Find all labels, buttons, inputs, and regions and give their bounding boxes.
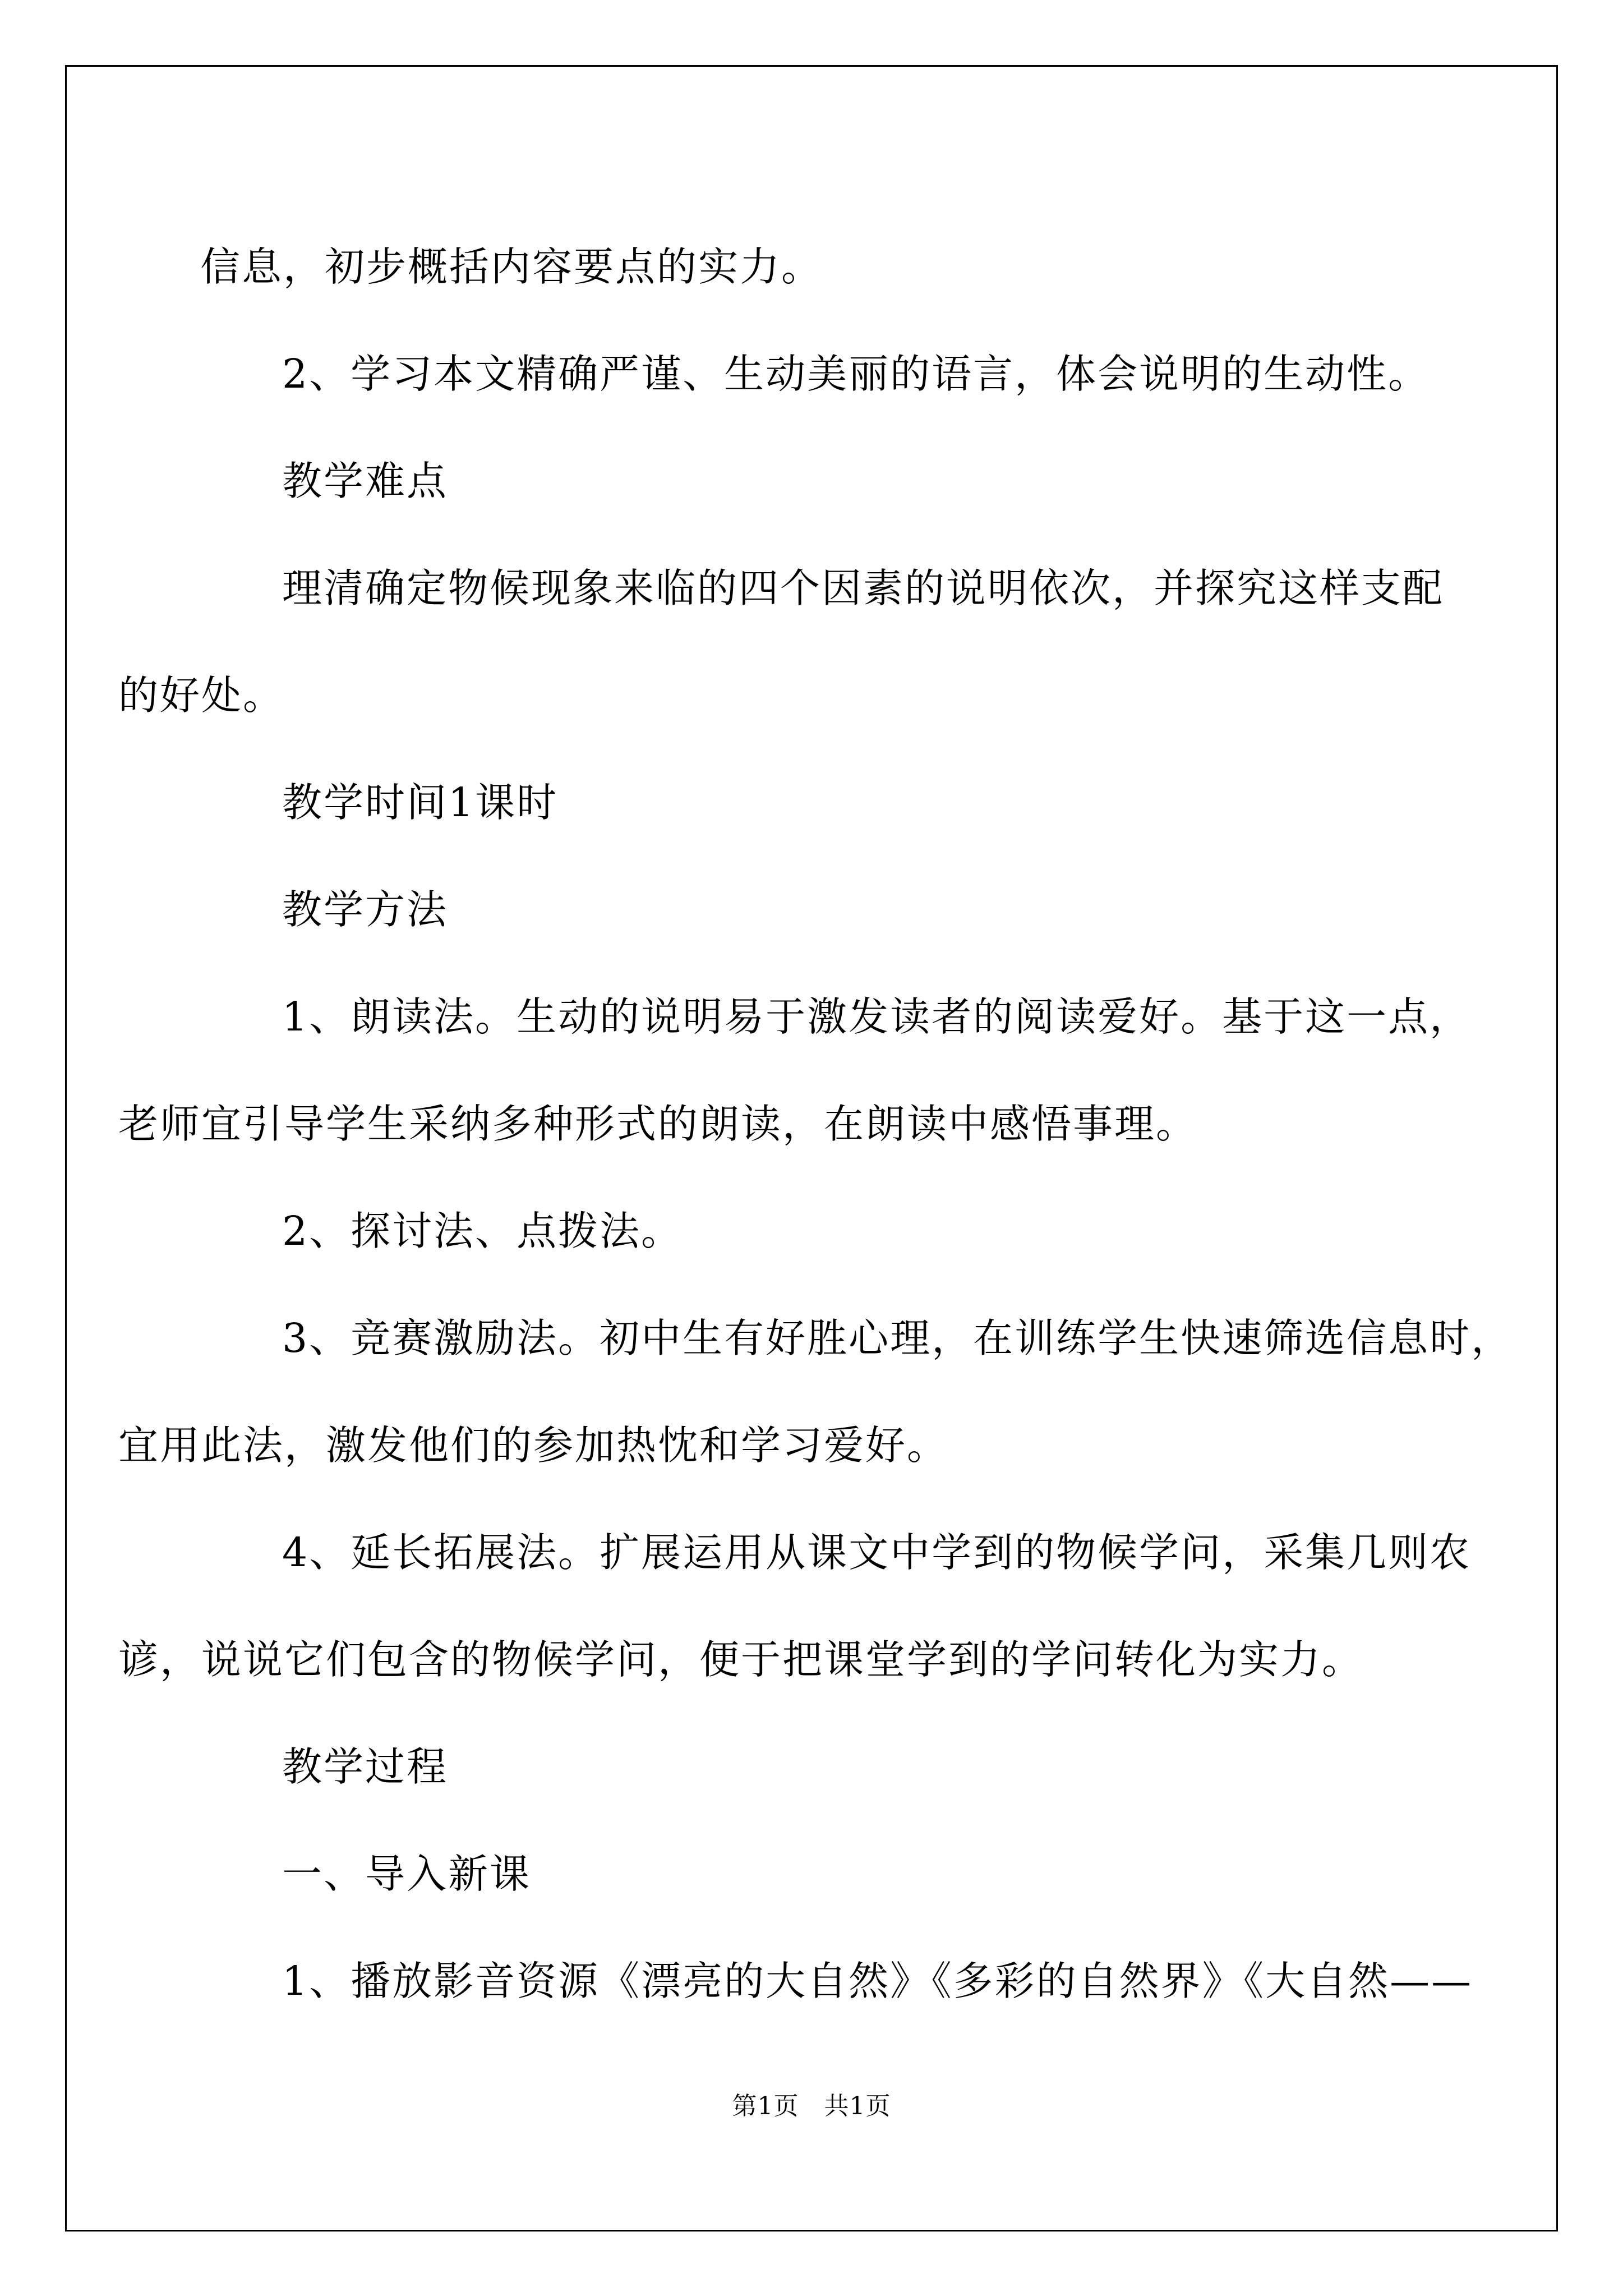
- page-number: 第1页: [732, 2092, 799, 2120]
- text-line: 老师宜引导学生采纳多种形式的朗读，在朗读中感悟事理。: [118, 1101, 1198, 1147]
- text-line: 一、导入新课: [282, 1851, 532, 1897]
- document-body: [118, 213, 1513, 2035]
- heading-teaching-process: [200, 1713, 1430, 1820]
- text-line: 谚，说说它们包含的物候学问，便于把课堂学到的学问转化为实力。: [118, 1636, 1364, 1683]
- paragraph-1: [200, 213, 1430, 320]
- paragraph-teaching-time: [200, 749, 1430, 856]
- text-line: 2、探讨法、点拨法。: [282, 1208, 683, 1254]
- text-line: 教学难点: [282, 458, 449, 504]
- paragraph-9: [118, 1285, 1513, 1499]
- heading-intro-new-lesson: [200, 1820, 1430, 1927]
- text-line: 3、竞赛激励法。初中生有好胜心理，在训练学生快速筛选信息时，: [282, 1315, 1513, 1361]
- paragraph-8: [200, 1177, 1430, 1285]
- heading-teaching-difficulty: [200, 427, 1430, 535]
- paragraph-4: [118, 535, 1445, 749]
- text-line: 1、播放影音资源《漂亮的大自然》《多彩的自然界》《大自然——: [282, 1958, 1473, 2004]
- paragraph-2: [200, 320, 1430, 427]
- paragraph-10: [118, 1499, 1472, 1713]
- text-line: 教学过程: [282, 1743, 449, 1790]
- text-line: 的好处。: [118, 672, 285, 719]
- heading-teaching-method: [200, 856, 1430, 963]
- page-total: 共1页: [824, 2092, 891, 2120]
- text-line: 教学时间1课时: [282, 779, 559, 826]
- text-line: 4、延长拓展法。扩展运用从课文中学到的物候学问，采集几则农: [282, 1529, 1472, 1576]
- text-line: 理清确定物候现象来临的四个因素的说明依次，并探究这样支配: [282, 565, 1445, 611]
- page-footer: [0, 2090, 1623, 2123]
- text-line: 信息，初步概括内容要点的实力。: [200, 243, 823, 290]
- text-line: 教学方法: [282, 886, 449, 933]
- text-line: 宜用此法，激发他们的参加热忱和学习爱好。: [118, 1422, 949, 1469]
- text-line: 1、朗读法。生动的说明易于激发读者的阅读爱好。基于这一点，: [282, 993, 1472, 1040]
- text-line: 2、学习本文精确严谨、生动美丽的语言，体会说明的生动性。: [282, 351, 1430, 397]
- paragraph-13: [200, 1927, 1473, 2035]
- paragraph-7: [118, 963, 1472, 1177]
